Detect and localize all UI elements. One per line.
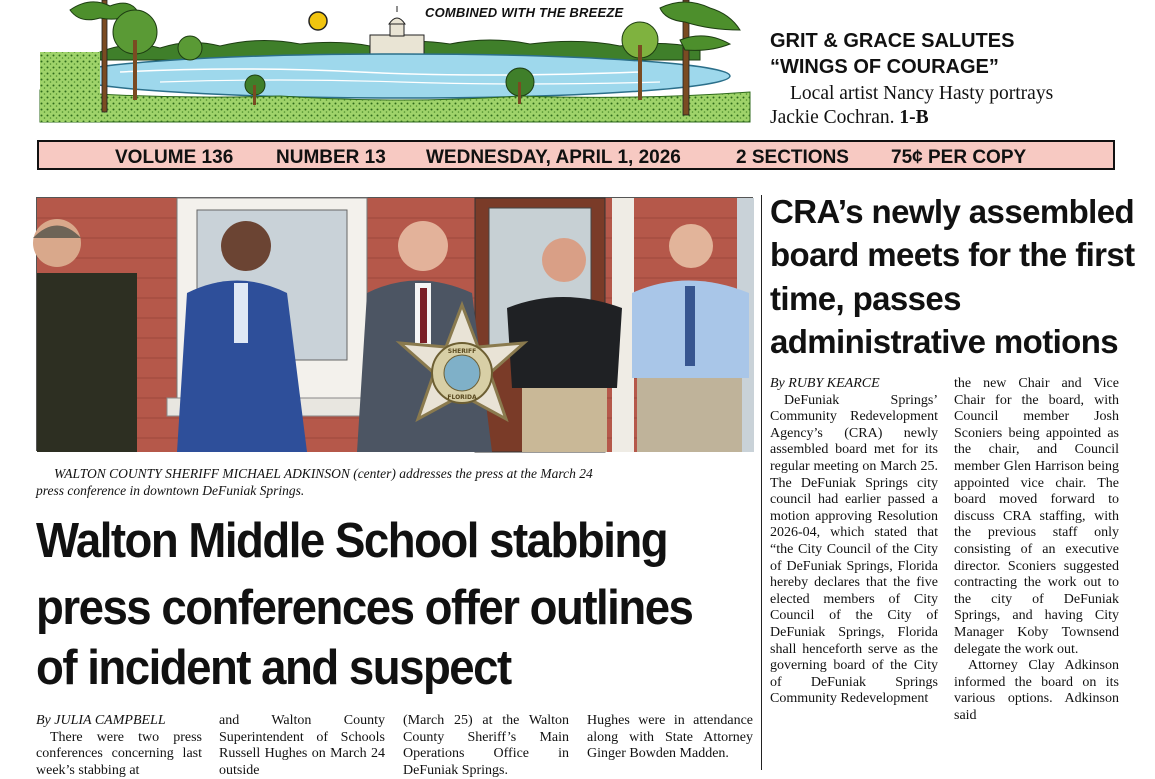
teaser-body-line1: Local artist Nancy Hasty portrays	[790, 83, 1054, 104]
main-story-col3	[403, 713, 569, 778]
main-story-col4	[587, 713, 753, 770]
main-byline: By JULIA CAMPBELL	[36, 713, 166, 728]
caption-line2: press conference in downtown DeFuniak Springs.	[36, 483, 305, 498]
issue-info-bar	[37, 140, 1115, 170]
column-rule	[761, 195, 762, 770]
badge-top-text: SHERIFF	[447, 348, 477, 355]
main-headline-line1: Walton Middle School stabbing	[36, 514, 668, 568]
cra-headline-line2: board meets for the first	[770, 236, 1135, 273]
main-story-col1	[36, 713, 202, 778]
teaser-headline-line2: “WINGS OF COURAGE”	[770, 56, 999, 78]
main-story-col2	[219, 713, 385, 778]
issue-number: NUMBER 13	[276, 147, 386, 168]
badge-bottom-text: FLORIDA	[447, 394, 477, 401]
main-headline-line2: press conferences offer outlines	[36, 581, 693, 635]
cra-headline-line1: CRA’s newly assembled	[770, 193, 1134, 230]
section-count: 2 SECTIONS	[736, 147, 849, 168]
cra-headline-line3: time, passes	[770, 280, 961, 317]
teaser-page-ref: 1-B	[899, 107, 929, 128]
main-col2-text: and Walton County Superintendent of Schools Russell Hughes on March 24 outside	[219, 713, 385, 778]
cra-headline-line4: administrative motions	[770, 323, 1119, 360]
teaser-body-line2: Jackie Cochran.	[770, 107, 895, 128]
cra-col2-para2: Attorney Clay Adkinson informed the board on its various options. Adkinson said	[954, 658, 1119, 723]
main-col4-text: Hughes were in attendance along with State Attorney Ginger Bowden Madden.	[587, 713, 753, 762]
press-conference-photo	[36, 197, 753, 451]
main-col3-text: (March 25) at the Walton County Sheriff’s Main Operations Office in DeFuniak Springs.	[403, 713, 569, 778]
teaser-body	[770, 82, 1125, 130]
masthead-subtitle: COMBINED WITH THE BREEZE	[425, 5, 624, 20]
cra-story-col2	[954, 376, 1119, 770]
photo-caption	[36, 465, 753, 499]
volume-label: VOLUME 136	[115, 147, 234, 168]
cra-col2-para1: the new Chair and Vice Chair for the board, with Council member Josh Sconiers being appointed as the chair, and Council member Glen Harrison being appointed vice chair. The board moved forward to discuss CRA staffing, with the previous staff only consisting of an executive director. Sconiers suggested contracting the work out to the city of DeFuniak Springs, and having City Manager Koby Townsend delegate the work out.	[954, 376, 1119, 657]
teaser-headline: GRIT & GRACE SALUTES	[770, 30, 1015, 52]
main-col1-text: There were two press conferences concerning last week’s stabbing at	[36, 729, 202, 778]
main-headline-line3: of incident and suspect	[36, 641, 511, 695]
cra-col1-text: DeFuniak Springs’ Community Redevelopment Agency’s (CRA) newly assembled board met for its regular meeting on March 25. The DeFuniak Springs city council had earlier passed a motion approving Resolution 2026-04, which stated that “the City Council of the City of DeFuniak Springs, Florida hereby declares that the five elected members of City Council of the City of DeFuniak Springs, Florida shall henceforth serve as the governing board of the City of DeFuniak Springs Community Redevelopment	[770, 392, 938, 707]
issue-price: 75¢ PER COPY	[891, 147, 1027, 168]
cra-story-col1	[770, 376, 938, 770]
masthead-illustration	[40, 0, 750, 122]
cra-byline: By RUBY KEARCE	[770, 376, 880, 391]
caption-line1: WALTON COUNTY SHERIFF MICHAEL ADKINSON (center) addresses the press at the March 24	[54, 466, 593, 481]
issue-date: WEDNESDAY, APRIL 1, 2026	[426, 147, 681, 168]
